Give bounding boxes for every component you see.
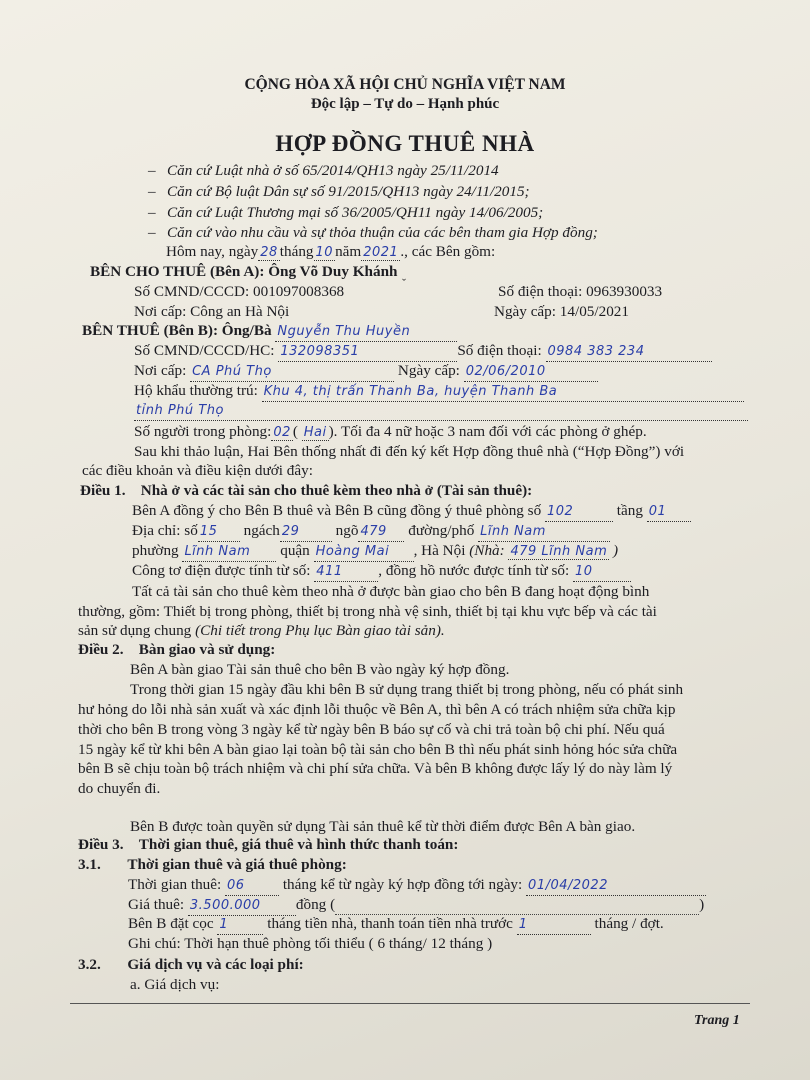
party-a-issued-date: Ngày cấp: 14/05/2021 <box>494 303 629 320</box>
people-count: 02 <box>273 425 291 440</box>
room-line: Bên A đồng ý cho Bên B thuê và Bên B cũng đồng ý thuê phòng số 102 tầng 01 <box>132 502 691 522</box>
warranty-paragraph: 15 ngày kể từ khi bên A bàn giao lại toàn bộ tài sản cho bên B thì nếu phát sinh hỏng hóc sửa chữa <box>78 741 678 758</box>
party-b-name: Nguyễn Thu Huyền <box>275 323 457 342</box>
warranty-paragraph: hư hỏng do lỗi nhà sản xuất và xác định lỗi thuộc về Bên A, thì bên A có trách nhiệm sửa chữa kịp <box>78 701 676 718</box>
initial-mark: ˇ <box>402 276 406 290</box>
motto: Độc lập – Tự do – Hạnh phúc <box>310 96 500 112</box>
price-line: Giá thuê: 3.500.000 đồng ( ) <box>128 896 704 916</box>
basis-item: – Căn cứ Luật Thương mại số 36/2005/QH11 ngày 14/06/2005; <box>148 204 544 221</box>
floor-number: 01 <box>647 503 691 522</box>
warranty-paragraph: thời cho bên B trong vòng 3 ngày kể từ ngày bên B báo sự cố và chi trả toàn bộ chi phí. Nếu quá <box>78 721 665 738</box>
footer-divider <box>70 1003 750 1004</box>
handover-paragraph: Bên A bàn giao Tài sản thuê cho bên B vào ngày ký hợp đồng. <box>130 661 510 678</box>
party-b-heading: BÊN THUÊ (Bên B): Ông/Bà Nguyễn Thu Huyền <box>82 322 457 342</box>
warranty-paragraph: Trong thời gian 15 ngày đầu khi bên B sử dụng trang thiết bị trong phòng, nếu có phát sinh <box>130 681 684 698</box>
assets-line: Tất cả tài sản cho thuê kèm theo nhà ở được bàn giao cho bên B đang hoạt động bình <box>132 583 650 600</box>
warranty-paragraph: bên B sẽ chịu toàn bộ trách nhiệm và chi phí sửa chữa. Và bên B không được lấy lý do này làm lý <box>78 760 673 777</box>
room-number: 102 <box>545 503 613 522</box>
party-b-residence-2: tỉnh Phú Thọ <box>134 402 748 421</box>
article-3-heading: Điều 3. Thời gian thuê, giá thuê và hình thức thanh toán: <box>78 836 459 853</box>
intro-line: các điều khoản và điều kiện dưới đây: <box>82 462 313 479</box>
lane-number: 479 <box>358 523 404 542</box>
ward-name: Lĩnh Nam <box>182 543 276 562</box>
day-field: 28 <box>260 245 278 260</box>
ward-line: phường Lĩnh Nam quận Hoàng Mai , Hà Nội (Nhà: 479 Lĩnh Nam ) <box>132 542 618 562</box>
intro-line: Sau khi thảo luận, Hai Bên thống nhất đi đến ký kết Hợp đồng thuê nhà (“Hợp Đồng”) với <box>134 443 685 460</box>
party-b-issued-date: 02/06/2010 <box>464 363 598 382</box>
party-b-residence: Khu 4, thị trấn Thanh Ba, huyện Thanh Ba <box>262 383 744 402</box>
page-number: Trang 1 <box>694 1013 740 1028</box>
usage-paragraph: Bên B được toàn quyền sử dụng Tài sản thuê kể từ thời điểm được Bên A bàn giao. <box>130 818 636 835</box>
electric-meter: 411 <box>314 563 378 582</box>
party-b-residence-line: Hộ khẩu thường trú: Khu 4, thị trấn Thanh Ba, huyện Thanh Ba <box>134 382 744 402</box>
party-b-id-line: Số CMND/CCCD/HC: 132098351 Số điện thoại: 0984 383 234 <box>134 342 712 362</box>
document-title: HỢP ĐỒNG THUÊ NHÀ <box>275 131 535 156</box>
term-end-date: 01/04/2022 <box>526 877 706 896</box>
party-b-residence-line-2 <box>134 401 748 421</box>
district-name: Hoàng Mai <box>314 543 414 562</box>
water-meter: 10 <box>573 563 631 582</box>
party-a-heading: BÊN CHO THUÊ (Bên A): Ông Võ Duy Khánh <box>90 263 398 280</box>
rent-price: 3.500.000 <box>188 897 296 916</box>
party-b-people-line: Số người trong phòng: 02 ( Hai ). Tối đa 4 nữ hoặc 3 nam đối với các phòng ở ghép. <box>134 423 647 440</box>
house-name: 479 Lĩnh Nam <box>510 544 608 559</box>
basis-item: – Căn cứ Bộ luật Dân sự số 91/2015/QH13 ngày 24/11/2015; <box>148 183 530 200</box>
article-2-heading: Điều 2. Bàn giao và sử dụng: <box>78 641 276 658</box>
prepay-months: 1 <box>517 916 591 935</box>
party-a-issued-place: Nơi cấp: Công an Hà Nội <box>134 303 290 320</box>
term-line: Thời gian thuê: 06 tháng kể từ ngày ký hợp đồng tới ngày: 01/04/2022 <box>128 876 706 896</box>
deposit-line: Bên B đặt cọc 1 tháng tiền nhà, thanh toán tiền nhà trước 1 tháng / đợt. <box>128 915 664 935</box>
article-1-heading: Điều 1. Nhà ở và các tài sản cho thuê kèm theo nhà ở (Tài sản thuê): <box>80 482 533 499</box>
rental-note: Ghi chú: Thời hạn thuê phòng tối thiểu ( 6 tháng/ 12 tháng ) <box>128 935 493 952</box>
service-price-item: a. Giá dịch vụ: <box>130 976 220 993</box>
basis-item: – Căn cứ Luật nhà ở số 65/2014/QH13 ngày 25/11/2014 <box>148 162 499 179</box>
year-field: 2021 <box>363 245 399 260</box>
section-3-1-heading: 3.1. Thời gian thuê và giá thuê phòng: <box>78 856 347 873</box>
assets-line: thường, gồm: Thiết bị trong phòng, thiết bị trong nhà vệ sinh, thiết bị tại khu vực bếp và các tài <box>78 603 657 620</box>
country-heading: CỘNG HÒA XÃ HỘI CHỦ NGHĨA VIỆT NAM <box>244 76 566 93</box>
people-words: Hai <box>303 425 327 440</box>
party-a-id: Số CMND/CCCD: 001097008368 <box>134 283 345 300</box>
party-b-issued-place: CA Phú Thọ <box>190 363 394 382</box>
party-a-phone: Số điện thoại: 0963930033 <box>498 283 663 300</box>
warranty-paragraph: do chuyển đi. <box>78 780 161 797</box>
contract-date-line: Hôm nay, ngày 28 tháng 10 năm 2021 ., các Bên gồm: <box>166 243 496 260</box>
address-line: Địa chỉ: số 15 ngách 29 ngõ 479 đường/phố Lĩnh Nam <box>132 522 610 542</box>
basis-item: – Căn cứ vào nhu cầu và sự thỏa thuận của các bên tham gia Hợp đồng; <box>148 224 598 241</box>
deposit-months: 1 <box>217 916 263 935</box>
street-name: Lĩnh Nam <box>478 523 610 542</box>
party-b-id: 132098351 <box>278 343 457 362</box>
meter-line: Công tơ điện được tính từ số: 411 , đồng hồ nước được tính từ số: 10 <box>132 562 631 582</box>
house-number: 15 <box>198 523 240 542</box>
party-b-issue-line: Nơi cấp: CA Phú Thọ Ngày cấp: 02/06/2010 <box>134 362 598 382</box>
term-months: 06 <box>225 877 279 896</box>
party-b-phone: 0984 383 234 <box>546 343 712 362</box>
alley-number: 29 <box>280 523 332 542</box>
assets-line: sản sử dụng chung (Chi tiết trong Phụ lục Bàn giao tài sản). <box>78 622 445 639</box>
section-3-2-heading: 3.2. Giá dịch vụ và các loại phí: <box>78 956 304 973</box>
month-field: 10 <box>315 245 334 260</box>
